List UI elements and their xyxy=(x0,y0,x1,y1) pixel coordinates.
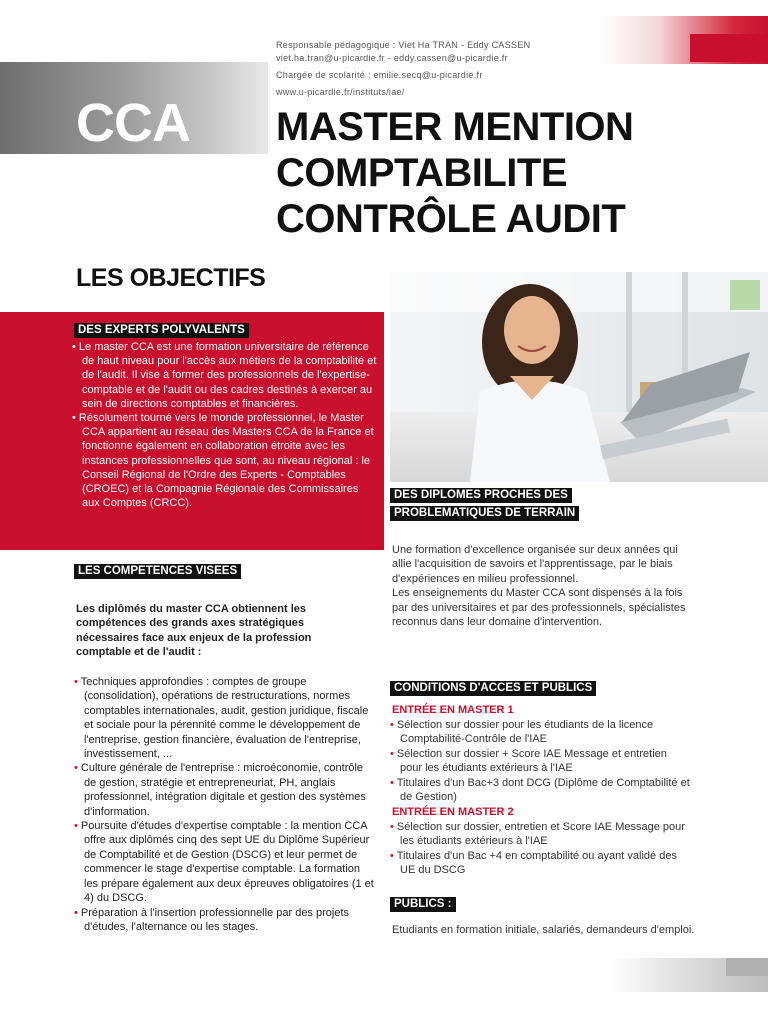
list-item: • Sélection sur dossier, entretien et Score IAE Message pour les étudiants extérieurs à l'IAE xyxy=(390,820,690,849)
tag-label: LES COMPETENCES VISEES xyxy=(74,564,241,579)
red-accent-block xyxy=(690,34,768,62)
master2-list xyxy=(390,820,690,878)
master1-list xyxy=(390,718,690,804)
master1-label: ENTRÉE EN MASTER 1 xyxy=(392,704,514,716)
section-heading-objectifs: LES OBJECTIFS xyxy=(76,264,266,292)
title-line-1: MASTER MENTION xyxy=(276,105,634,149)
tag-experts-polyvalents xyxy=(74,320,249,338)
diplomes-text xyxy=(392,543,692,629)
list-item: • Titulaires d'un Bac +4 en comptabilité ou ayant validé des UE du DSCG xyxy=(390,849,690,878)
tag-conditions xyxy=(390,678,596,696)
list-item: • Le master CCA est une formation universitaire de référence de haut niveau pour l'accès aux métiers de la comptabilité et de l'audit. Il vise à former des professionnels de l'expertise-comptable et de l'audit ou des cadres destinés à exercer au sein de directions comptables et financières. xyxy=(72,340,377,411)
paragraph: Les enseignements du Master CCA sont dispensés à la fois par des universitaires et par des professionnels, spécialistes reconnus dans leur domaine d'intervention. xyxy=(392,587,686,629)
page-title xyxy=(276,104,633,242)
tag-label: CONDITIONS D'ACCES ET PUBLICS xyxy=(390,681,596,696)
grey-footer-block xyxy=(726,958,768,976)
competences-intro: Les diplômés du master CCA obtiennent les compétences des grands axes stratégiques nécessaires face aux enjeux de la profession comptable et de l'audit : xyxy=(76,603,312,659)
student-photo-illustration xyxy=(390,272,768,482)
objectifs-list xyxy=(72,340,377,510)
program-code: CCA xyxy=(76,93,190,153)
title-line-3: CONTRÔLE AUDIT xyxy=(276,197,626,241)
list-item: • Techniques approfondies : comptes de groupe (consolidation), opérations de restructurations, normes comptables internationales, audit, gestion juridique, fiscale et sociale pour la pérennité comme le développement de l'entreprise, gestion financière, évaluation de l'entreprise, investissement, ... xyxy=(74,675,374,761)
contact-responsable: Responsable pédagogique : Viet Ha TRAN - Eddy CASSEN xyxy=(276,40,531,50)
contact-scolarite[interactable]: Chargée de scolarité : emilie.secq@u-picardie.fr xyxy=(276,70,483,80)
list-item: • Poursuite d'études d'expertise comptable : la mention CCA offre aux diplômés cinq des sept UE du Diplôme Supérieur de Comptabilité et de Gestion (DSCG) et leur permet de commencer le stage d'expertise comptable. La formation les prépare également aux deux épreuves obligatoires (1 et 4) du DSCG. xyxy=(74,819,374,905)
list-item: • Préparation à l'insertion professionnelle par des projets d'études, l'alternance ou les stages. xyxy=(74,906,374,935)
tag-diplomes xyxy=(390,488,579,524)
list-item: • Sélection sur dossier + Score IAE Message et entretien pour les étudiants extérieurs à l'IAE xyxy=(390,747,690,776)
tag-publics xyxy=(390,894,456,912)
competences-list xyxy=(74,675,374,934)
tag-label: PUBLICS : xyxy=(390,897,456,912)
list-item: • Sélection sur dossier pour les étudiants de la licence Comptabilité-Contrôle de l'IAE xyxy=(390,718,690,747)
tag-label: DES EXPERTS POLYVALENTS xyxy=(74,323,249,338)
list-item: • Culture générale de l'entreprise : microéconomie, contrôle de gestion, stratégie et entrepreneuriat, PH, anglais professionnel, intégration digitale et gestion des systèmes d'information. xyxy=(74,761,374,819)
paragraph: Une formation d'excellence organisée sur deux années qui allie l'acquisition de savoirs et l'apprentissage, par le biais d'expériences en milieu professionnel. xyxy=(392,544,678,585)
tag-competences-visees xyxy=(74,561,241,579)
contact-emails[interactable]: viet.ha.tran@u-picardie.fr - eddy.cassen@u-picardie.fr xyxy=(276,53,508,63)
student-photo xyxy=(390,272,768,482)
website-link[interactable]: www.u-picardie.fr/instituts/iae/ xyxy=(276,87,405,97)
title-line-2: COMPTABILITE xyxy=(276,151,568,195)
list-item: • Titulaires d'un Bac+3 dont DCG (Diplôme de Comptabilité et de Gestion) xyxy=(390,776,690,805)
list-item: • Résolument tourné vers le monde professionnel, le Master CCA appartient au réseau des Masters CCA de la France et fonctionne également en collaboration étroite avec les instances professionnelles que sont, au niveau régional : le Conseil Régional de l'Ordre des Experts - Comptables (CROEC) et la Compagnie Régionale des Commissaires aux Comptes (CRCC). xyxy=(72,411,377,510)
publics-text: Etudiants en formation initiale, salariés, demandeurs d'emploi. xyxy=(392,924,695,936)
tag-label-line-2: PROBLEMATIQUES DE TERRAIN xyxy=(390,506,579,521)
tag-label-line-1: DES DIPLOMES PROCHES DES xyxy=(390,488,572,503)
master2-label: ENTRÉE EN MASTER 2 xyxy=(392,806,514,818)
